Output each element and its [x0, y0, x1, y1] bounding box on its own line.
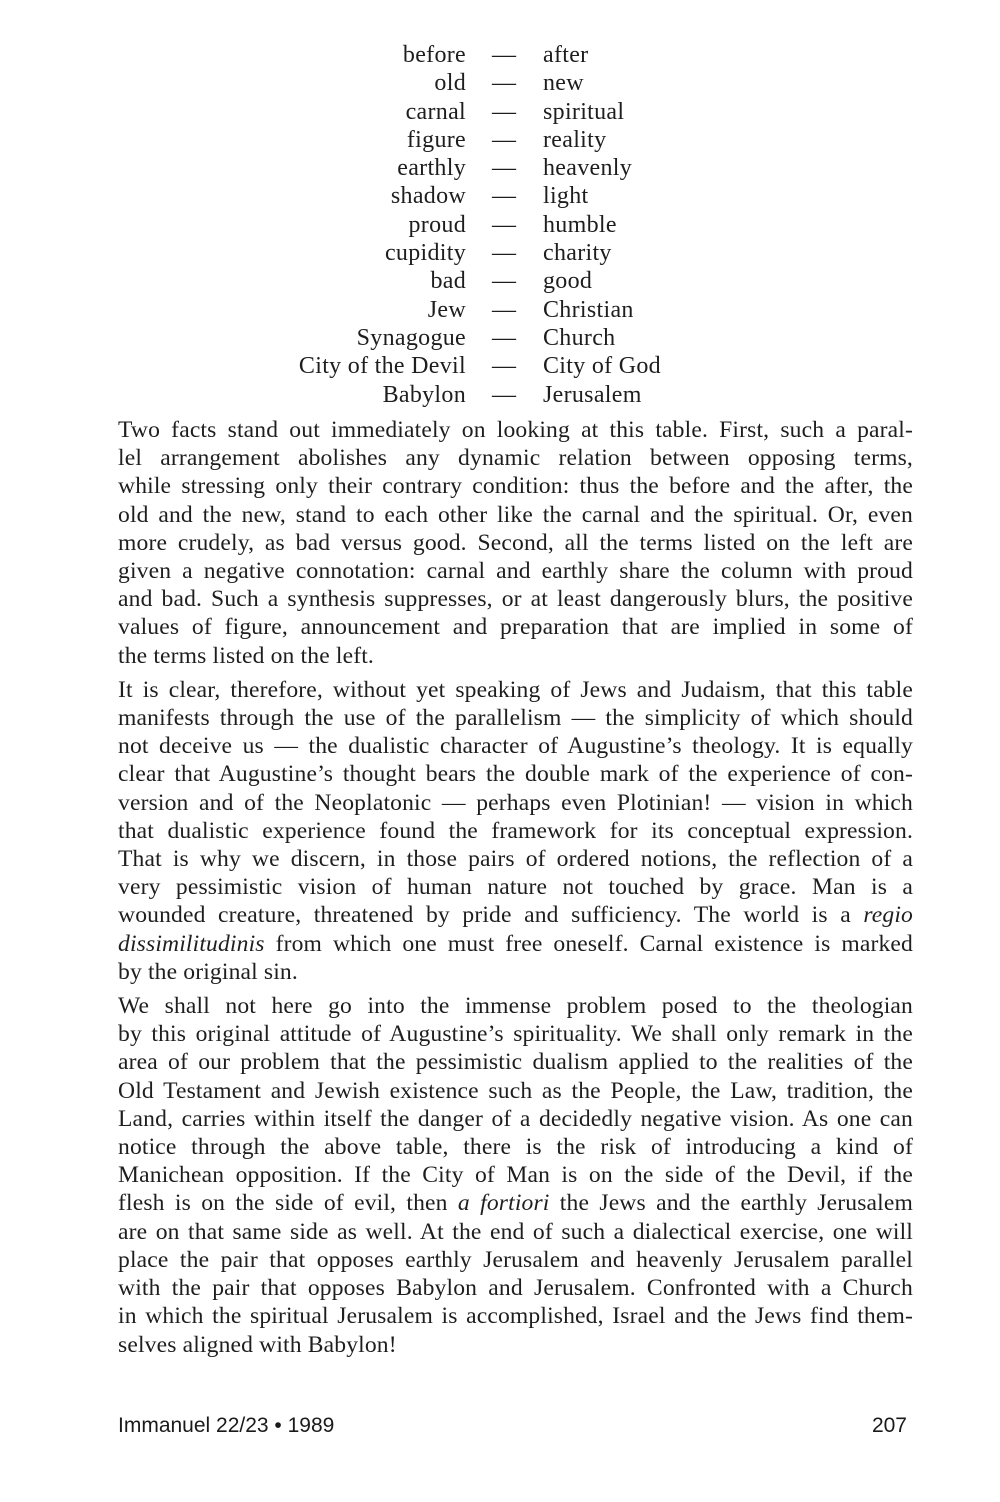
em-dash: — [492, 42, 517, 68]
text-line: values of figure, announcement and preparation that are implied in some of [118, 614, 913, 641]
text-line: We shall not here go into the immense problem posed to the theologian [118, 993, 913, 1020]
latin-phrase: regio [863, 902, 913, 929]
text-line: That is why we discern, in those pairs of ordered notions, the reflection of a [118, 846, 913, 873]
text-line: in which the spiritual Jerusalem is accomplished, Israel and the Jews find them- [118, 1303, 913, 1330]
left-term: proud [408, 211, 466, 238]
text-line: It is clear, therefore, without yet speaking of Jews and Judaism, that this table [118, 676, 913, 703]
right-term: good [543, 268, 593, 295]
em-dash: — [492, 381, 517, 408]
text-line [118, 901, 913, 929]
right-term: heavenly [543, 155, 633, 182]
text-line: area of our problem that the pessimistic dualism applied to the realities of the [118, 1049, 913, 1076]
right-term: Jerusalem [543, 381, 642, 408]
table-row [0, 267, 1000, 295]
text-line: very pessimistic vision of human nature not touched by grace. Man is a [118, 874, 913, 901]
text-line: Manichean opposition. If the City of Man is on the side of the Devil, if the [118, 1162, 913, 1189]
text-line: with the pair that opposes Babylon and Jerusalem. Confronted with a Church [118, 1275, 913, 1302]
right-term: charity [543, 240, 612, 267]
table-row [0, 182, 1000, 210]
table-row [0, 296, 1000, 324]
right-term: light [543, 183, 589, 210]
text-line: Old Testament and Jewish existence such as the People, the Law, tradition, the [118, 1077, 913, 1104]
latin-phrase: dissimilitudinis [118, 930, 265, 957]
left-term: old [434, 70, 466, 97]
em-dash: — [492, 183, 517, 210]
text-segment: from which one must free oneself. Carnal existence is marked [275, 930, 913, 957]
right-term: reality [543, 126, 607, 153]
left-term: carnal [405, 98, 466, 125]
left-term: bad [430, 268, 466, 295]
text-line: given a negative connotation: carnal and earthly share the column with proud [118, 558, 913, 585]
left-term: City of the Devil [298, 353, 466, 380]
table-row [0, 126, 1000, 154]
table-row [0, 324, 1000, 352]
table-row [0, 98, 1000, 126]
journal-citation: Immanuel 22/23 • 1989 [118, 1414, 335, 1437]
text-segment: flesh is on the side of evil, then [118, 1190, 458, 1217]
text-line: old and the new, stand to each other like the carnal and the spiritual. Or, even [118, 501, 913, 528]
text-line: while stressing only their contrary condition: thus the before and the after, the [118, 473, 913, 500]
right-term: spiritual [543, 98, 625, 125]
text-line: are on that same side as well. At the end of such a dialectical exercise, one will [118, 1218, 913, 1245]
left-term: before [402, 42, 466, 68]
left-term: earthly [397, 155, 466, 182]
text-line: that dualistic experience found the framework for its conceptual expression. [118, 817, 913, 844]
left-term: cupidity [384, 240, 466, 267]
left-term: figure [406, 126, 466, 153]
table-row [0, 381, 1000, 409]
left-term: Synagogue [356, 324, 466, 351]
paragraph [118, 676, 913, 986]
paragraph [118, 992, 913, 1359]
page-number: 207 [871, 1414, 907, 1437]
text-line: Land, carries within itself the danger of a decidedly negative vision. As one can [118, 1105, 913, 1132]
table-row [0, 352, 1000, 380]
left-term: shadow [390, 183, 466, 210]
right-term: Christian [543, 296, 634, 323]
opposition-table [0, 41, 1000, 409]
text-line: clear that Augustine’s thought bears the double mark of the experience of con- [118, 761, 913, 788]
em-dash: — [492, 353, 517, 380]
em-dash: — [492, 126, 517, 153]
text-line: and bad. Such a synthesis suppresses, or at least dangerously blurs, the positive [118, 586, 913, 613]
left-term: Jew [427, 296, 466, 323]
paragraph [118, 416, 913, 670]
right-term: new [543, 70, 584, 97]
text-segment: wounded creature, threatened by pride and sufficiency. The world is a [118, 902, 864, 929]
right-term: after [543, 42, 589, 68]
em-dash: — [492, 211, 517, 238]
left-term: Babylon [382, 381, 466, 408]
text-line: not deceive us — the dualistic character of Augustine’s theology. It is equally [118, 733, 913, 760]
text-line: lel arrangement abolishes any dynamic relation between opposing terms, [118, 445, 913, 472]
body-text [118, 416, 913, 1359]
table-row [0, 41, 1000, 69]
em-dash: — [492, 98, 517, 125]
em-dash: — [492, 324, 517, 351]
right-term: City of God [543, 353, 661, 380]
text-line: version and of the Neoplatonic — perhaps even Plotinian! — vision in which [118, 789, 913, 816]
text-line: selves aligned with Babylon! [118, 1331, 397, 1358]
text-line [118, 930, 913, 958]
text-line: by this original attitude of Augustine’s spirituality. We shall only remark in the [118, 1021, 913, 1048]
text-line: notice through the above table, there is the risk of introducing a kind of [118, 1134, 913, 1161]
table-row [0, 154, 1000, 182]
em-dash: — [492, 155, 517, 182]
text-line [118, 1189, 913, 1217]
table-row [0, 239, 1000, 267]
text-line: place the pair that opposes earthly Jerusalem and heavenly Jerusalem parallel [118, 1246, 913, 1273]
latin-phrase: a fortiori [457, 1190, 550, 1217]
right-term: humble [543, 211, 617, 238]
text-line: more crudely, as bad versus good. Second, all the terms listed on the left are [118, 529, 913, 556]
em-dash: — [492, 296, 517, 323]
em-dash: — [492, 70, 517, 97]
text-line: by the original sin. [118, 958, 298, 985]
page-footer [118, 1414, 913, 1444]
right-term: Church [543, 324, 616, 351]
text-line: manifests through the use of the parallelism — the simplicity of which should [118, 705, 913, 732]
text-line: Two facts stand out immediately on looking at this table. First, such a paral- [118, 417, 913, 443]
text-line: the terms listed on the left. [118, 642, 374, 669]
em-dash: — [492, 268, 517, 295]
em-dash: — [492, 240, 517, 267]
text-segment: the Jews and the earthly Jerusalem [549, 1190, 914, 1217]
table-row [0, 69, 1000, 97]
table-row [0, 211, 1000, 239]
